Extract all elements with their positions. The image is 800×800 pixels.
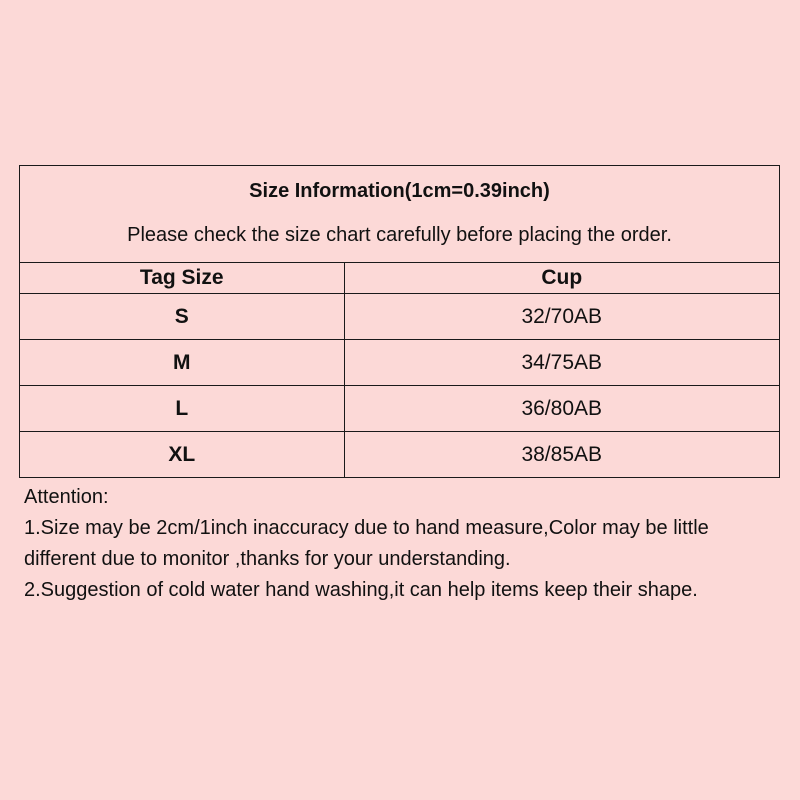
- cup-cell: 38/85AB: [344, 432, 779, 478]
- table-row: [20, 432, 779, 478]
- attention-notes: [24, 482, 774, 606]
- size-table: [20, 263, 779, 478]
- size-chart: [19, 165, 780, 478]
- table-header-row: [20, 263, 779, 294]
- table-row: [20, 340, 779, 386]
- attention-note-1: 1.Size may be 2cm/1inch inaccuracy due to hand measure,Color may be little different due to monitor ,thanks for your understanding.: [24, 517, 709, 570]
- attention-heading: Attention:: [24, 486, 109, 508]
- tag-size-cell: M: [20, 340, 344, 386]
- cup-cell: 34/75AB: [344, 340, 779, 386]
- tag-size-cell: L: [20, 386, 344, 432]
- cup-cell: 32/70AB: [344, 294, 779, 340]
- column-header-cup: Cup: [344, 263, 779, 294]
- column-header-tag-size: Tag Size: [20, 263, 344, 294]
- cup-cell: 36/80AB: [344, 386, 779, 432]
- attention-note-2: 2.Suggestion of cold water hand washing,it can help items keep their shape.: [24, 579, 698, 601]
- size-chart-header: [20, 166, 779, 263]
- table-row: [20, 294, 779, 340]
- table-row: [20, 386, 779, 432]
- tag-size-cell: XL: [20, 432, 344, 478]
- size-info-title: Size Information(1cm=0.39inch): [249, 180, 550, 202]
- tag-size-cell: S: [20, 294, 344, 340]
- size-info-subtitle: Please check the size chart carefully before placing the order.: [127, 224, 672, 246]
